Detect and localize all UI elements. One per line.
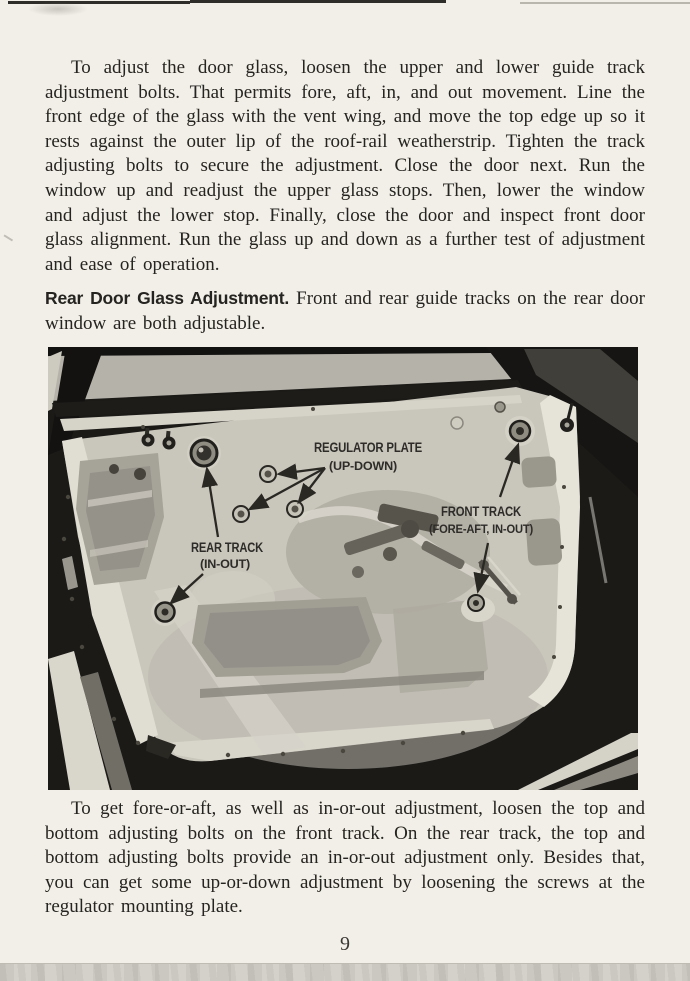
rear-track-lower-bolt	[151, 598, 179, 626]
page-number: 9	[340, 933, 350, 955]
linkage-joint-2	[507, 594, 517, 604]
scan-edge-line-left	[8, 1, 190, 4]
label-regulator-plate: REGULATOR PLATE	[314, 440, 423, 455]
scan-edge-line-mid	[190, 0, 446, 3]
paragraph-fore-aft-adjustment: To get fore-or-aft, as well as in-or-out adjustment, loosen the top and bottom adjusting bolts on the front track. On the rear track, the top and bottom adjusting bolts provide an in-or-out adjustment only. Besides that, you can get some up-or-down adjustment by loosening the screws at the regulator mounting plate.	[45, 798, 645, 918]
label-regulator-plate-sub: (UP-DOWN)	[329, 459, 398, 473]
paragraph-door-glass-adjustment: To adjust the door glass, loosen the upper and lower guide track adjustment bolts. That permits fore, aft, in, and out movement. Line the front edge of the glass with the vent wing, and move the top edge up so it rests against the outer lip of the roof-rail weatherstrip. Tighten the track adjusting bolts to secure the adjustment. Close the door next. Run the window up and readjust the upper glass stops. Then, lower the window and adjust the lower stop. Finally, close the door and inspect front door glass alignment. Run the glass up and down as a further test of adjustment and ease of operation.	[45, 57, 645, 275]
regulator-pivot	[401, 520, 419, 538]
regulator-roller	[383, 547, 397, 561]
rear-track-upper-bolt	[187, 436, 221, 470]
regulator-screw-3	[287, 501, 303, 517]
bottom-recess-inner	[204, 606, 370, 668]
regulator-screw-1	[260, 466, 276, 482]
panel-hole-2	[134, 468, 146, 480]
regulator-screw-2	[233, 506, 249, 522]
scan-smudge	[28, 2, 88, 16]
door-panel-photo	[48, 347, 638, 790]
page-bottom-edge	[0, 963, 690, 981]
label-rear-track-sub: (IN-OUT)	[200, 557, 251, 571]
regulator-bolt-blob	[352, 566, 364, 578]
label-front-track: FRONT TRACK	[441, 504, 522, 519]
label-front-track-sub: (FORE-AFT, IN-OUT)	[429, 522, 534, 536]
section-heading-text: Front and rear guide tracks on the rear door window are both adjustable.	[45, 288, 646, 334]
front-track-upper-bolt	[505, 416, 535, 446]
small-bolt-top	[495, 402, 505, 412]
paragraph-rear-door-heading	[45, 286, 645, 336]
hex-nut	[451, 417, 463, 429]
label-rear-track: REAR TRACK	[191, 540, 264, 555]
scan-margin-mark	[4, 223, 21, 242]
section-heading: Rear Door Glass Adjustment.	[45, 288, 290, 308]
right-recess-upper	[521, 456, 557, 488]
door-panel-photo-svg	[48, 347, 638, 790]
panel-hole-1	[109, 464, 119, 474]
scan-edge-line-right	[520, 2, 690, 4]
